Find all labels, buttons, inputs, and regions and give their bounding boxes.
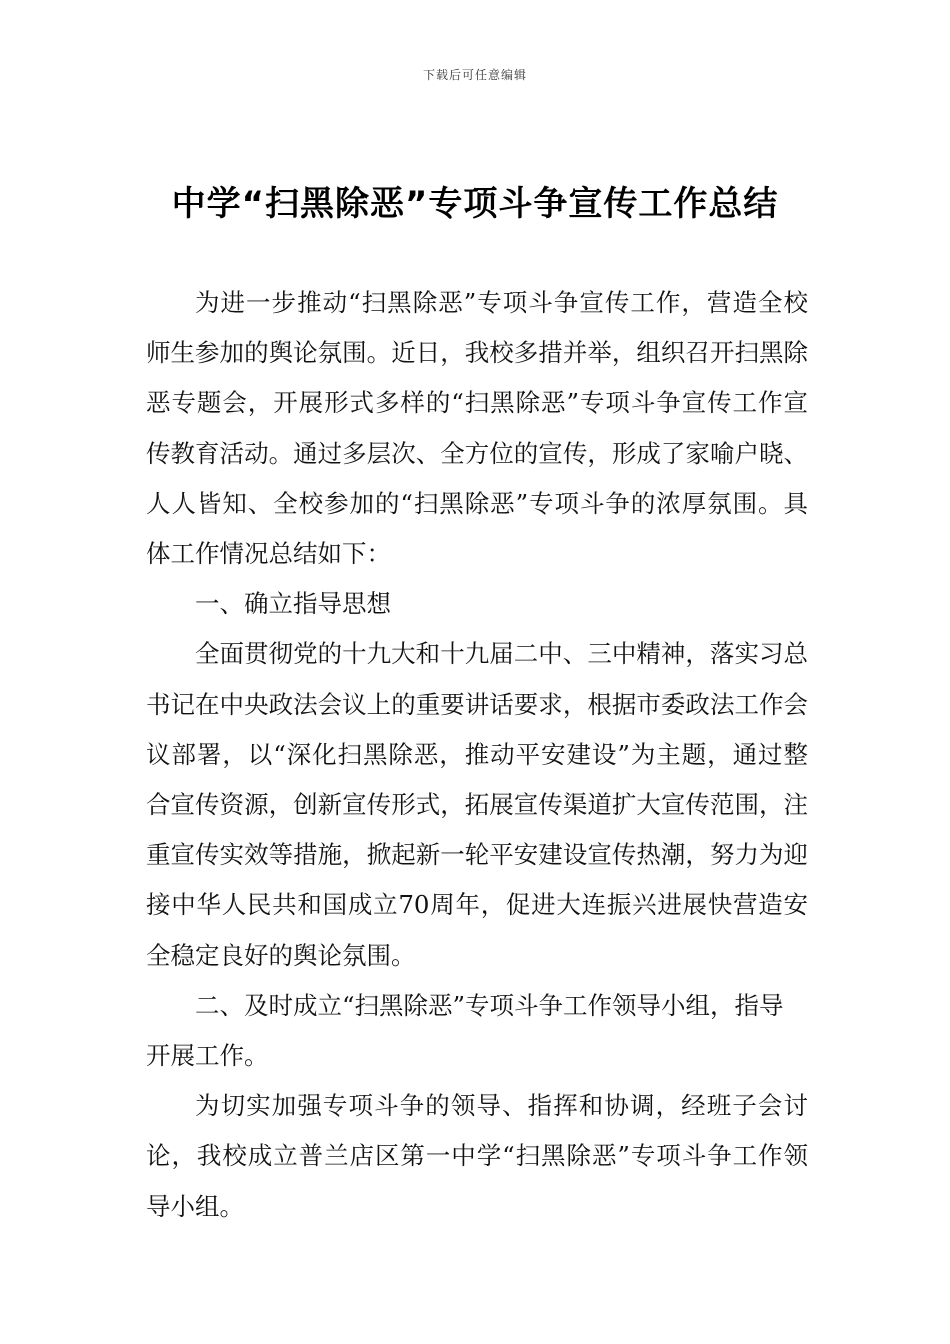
section-1-paragraph: 全面贯彻党的十九大和十九届二中、三中精神，落实习总书记在中央政法会议上的重要讲话要求，根据市委政法工作会议部署，以“深化扫黑除恶，推动平安建设”为主题，通过整合宣传资源，创新宣传形式，拓展宣传渠道扩大宣传范围，注重宣传实效等措施，掀起新一轮平安建设宣传热潮，努力为迎接中华人民共和国成立70周年，促进大连振兴进展快营造安全稳定良好的舆论氛围。 xyxy=(146,639,808,970)
section-heading-2: 二、及时成立“扫黑除恶”专项斗争工作领导小组，指导开展工作。 xyxy=(146,990,784,1071)
document-body xyxy=(146,278,808,1232)
document-title: 中学“扫黑除恶”专项斗争宣传工作总结 xyxy=(171,184,779,224)
section-2-paragraph: 为切实加强专项斗争的领导、指挥和协调，经班子会讨论，我校成立普兰店区第一中学“扫黑除恶”专项斗争工作领导小组。 xyxy=(146,1091,808,1221)
intro-paragraph: 为进一步推动“扫黑除恶”专项斗争宣传工作，营造全校师生参加的舆论氛围。近日，我校多措并举，组织召开扫黑除恶专题会，开展形式多样的“扫黑除恶”专项斗争宣传工作宣传教育活动。通过多层次、全方位的宣传，形成了家喻户晓、人人皆知、全校参加的“扫黑除恶”专项斗争的浓厚氛围。具体工作情况总结如下： xyxy=(146,288,808,569)
section-heading-1: 一、确立指导思想 xyxy=(195,589,391,619)
header-note: 下载后可任意编辑 xyxy=(422,68,527,82)
